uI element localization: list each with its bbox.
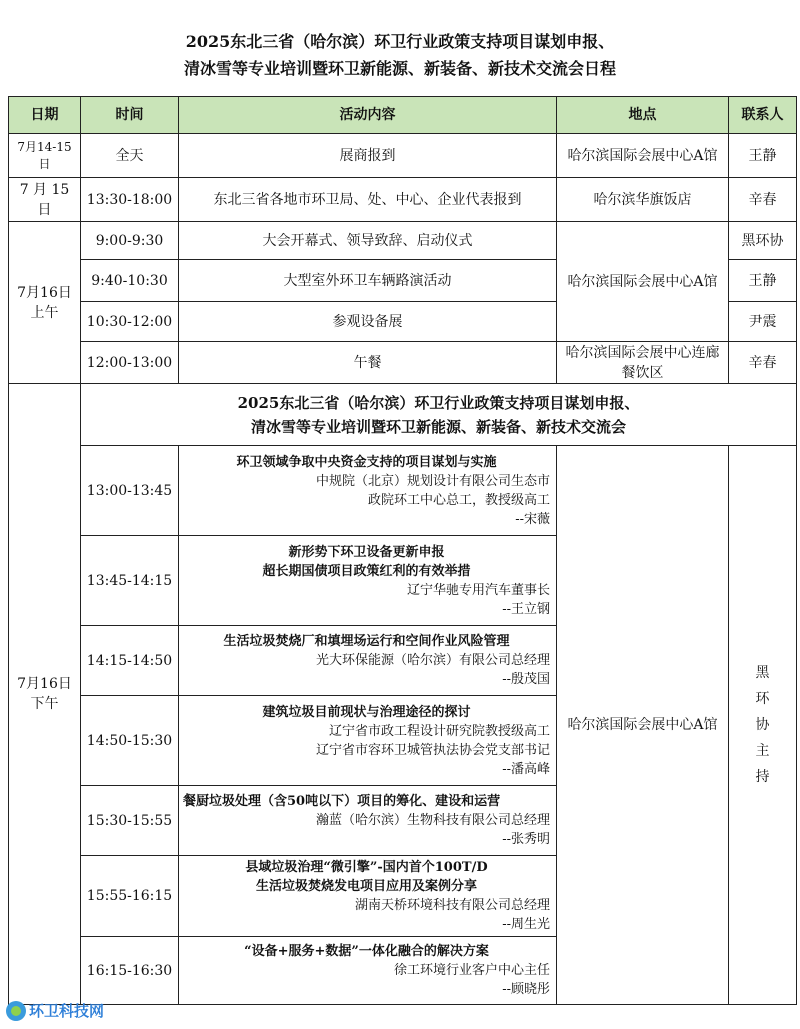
row-contact: 王静 [729,260,797,302]
header-row [9,97,797,134]
row-time: 9:00-9:30 [81,222,179,260]
talk-speaker: 政院环工中心总工，教授级高工 [367,492,550,508]
row-content: 展商报到 [179,134,557,178]
afternoon-place: 哈尔滨国际会展中心A馆 [557,446,729,1005]
globe-logo-icon [6,1001,26,1021]
talk-time: 15:30-15:55 [81,786,179,856]
row-place: 哈尔滨国际会展中心连廊餐饮区 [557,342,729,384]
talk-name: --顾晓彤 [502,982,550,997]
row-contact: 黑环协 [729,222,797,260]
talk-time: 14:50-15:30 [81,696,179,786]
talk-title: 建筑垃圾目前现状与治理途径的探讨 [262,704,471,720]
logo-text: 环卫科技网 [29,1002,105,1020]
talk-speaker: 辽宁华驰专用汽车董事长 [406,582,550,598]
talk-title: 县域垃圾治理“微引擎”-国内首个100T/D [245,860,488,875]
host-char: 协 [755,717,770,733]
talk-time: 13:45-14:15 [81,536,179,626]
row-content: 参观设备展 [179,302,557,342]
talk-speaker: 徐工环境行业客户中心主任 [393,963,550,978]
host-char: 环 [755,691,770,707]
row-content: 大型室外环卫车辆路演活动 [179,260,557,302]
row-time: 9:40-10:30 [81,260,179,302]
afternoon-banner [81,384,797,446]
title-line-2: 清冰雪等专业培训暨环卫新能源、新装备、新技术交流会日程 [183,59,616,78]
row-time: 13:30-18:00 [81,178,179,222]
table-row [9,342,797,384]
host-char: 黑 [755,665,770,681]
talk-name: --宋薇 [515,511,550,527]
afternoon-date: 7月16日下午 [9,384,81,1005]
row-place: 哈尔滨华旗饭店 [557,178,729,222]
talk-time: 16:15-16:30 [81,937,179,1005]
morning-date: 7月16日上午 [9,222,81,384]
talk-cell [179,786,557,856]
header-contact: 联系人 [729,97,797,134]
talk-speaker: 光大环保能源（哈尔滨）有限公司总经理 [315,653,550,668]
talk-speaker: 湖南天桥环境科技有限公司总经理 [354,898,550,913]
header-time: 时间 [81,97,179,134]
row-content: 东北三省各地市环卫局、处、中心、企业代表报到 [179,178,557,222]
talk-name: --王立钢 [502,601,550,617]
row-time: 全天 [81,134,179,178]
row-time: 12:00-13:00 [81,342,179,384]
talk-speaker: 辽宁省市政工程设计研究院教授级高工 [328,723,550,739]
talk-title: 环卫领域争取中央资金支持的项目谋划与实施 [236,454,497,470]
row-contact: 辛春 [729,342,797,384]
morning-place: 哈尔滨国际会展中心A馆 [557,222,729,342]
talk-time: 14:15-14:50 [81,626,179,696]
talk-name: --殷茂国 [502,672,550,687]
row-date: 7 月 15 日 [9,178,81,222]
talk-cell [179,696,557,786]
row-contact: 王静 [729,134,797,178]
row-content: 午餐 [179,342,557,384]
talk-time: 13:00-13:45 [81,446,179,536]
row-contact: 尹震 [729,302,797,342]
talk-title: 生活垃圾焚烧发电项目应用及案例分享 [255,879,477,894]
table-row [9,178,797,222]
talk-name: --张秀明 [502,832,550,847]
talk-title: 生活垃圾焚烧厂和填埋场运行和空间作业风险管理 [223,634,510,649]
talk-title: 新形势下环卫设备更新申报 [288,544,445,560]
afternoon-host [729,446,797,1005]
talk-title: 餐厨垃圾处理（含50吨以下）项目的筹化、建设和运营 [183,794,501,809]
row-content: 大会开幕式、领导致辞、启动仪式 [179,222,557,260]
talk-cell [179,626,557,696]
talk-time: 15:55-16:15 [81,856,179,937]
row-date: 7月14-15日 [9,134,81,178]
talk-speaker: 辽宁省市容环卫城管执法协会党支部书记 [315,742,550,758]
watermark-logo [6,1000,104,1021]
talk-row [9,446,797,536]
talk-title: 超长期国债项目政策红利的有效举措 [262,563,471,579]
row-time: 10:30-12:00 [81,302,179,342]
afternoon-banner-row [9,384,797,446]
talk-speaker: 瀚蓝（哈尔滨）生物科技有限公司总经理 [315,813,550,828]
title-line-1: 2025东北三省（哈尔滨）环卫行业政策支持项目谋划申报、 [185,32,615,51]
host-char: 主 [755,743,770,759]
table-row [9,134,797,178]
page-title [0,28,800,82]
talk-cell [179,856,557,937]
header-place: 地点 [557,97,729,134]
talk-cell [179,446,557,536]
header-content: 活动内容 [179,97,557,134]
talk-name: --潘高峰 [502,761,550,777]
row-place: 哈尔滨国际会展中心A馆 [557,134,729,178]
table-row [9,222,797,260]
talk-title: “设备+服务+数据”一体化融合的解决方案 [244,944,489,959]
schedule-table [8,96,797,1005]
talk-name: --周生光 [502,917,550,932]
row-contact: 辛春 [729,178,797,222]
talk-speaker: 中规院（北京）规划设计有限公司生态市 [315,473,550,489]
host-char: 持 [755,769,770,785]
header-date: 日期 [9,97,81,134]
banner-line-2: 清冰雪等专业培训暨环卫新能源、新装备、新技术交流会 [250,417,626,436]
banner-line-1: 2025东北三省（哈尔滨）环卫行业政策支持项目谋划申报、 [237,393,640,412]
talk-cell [179,536,557,626]
talk-cell [179,937,557,1005]
